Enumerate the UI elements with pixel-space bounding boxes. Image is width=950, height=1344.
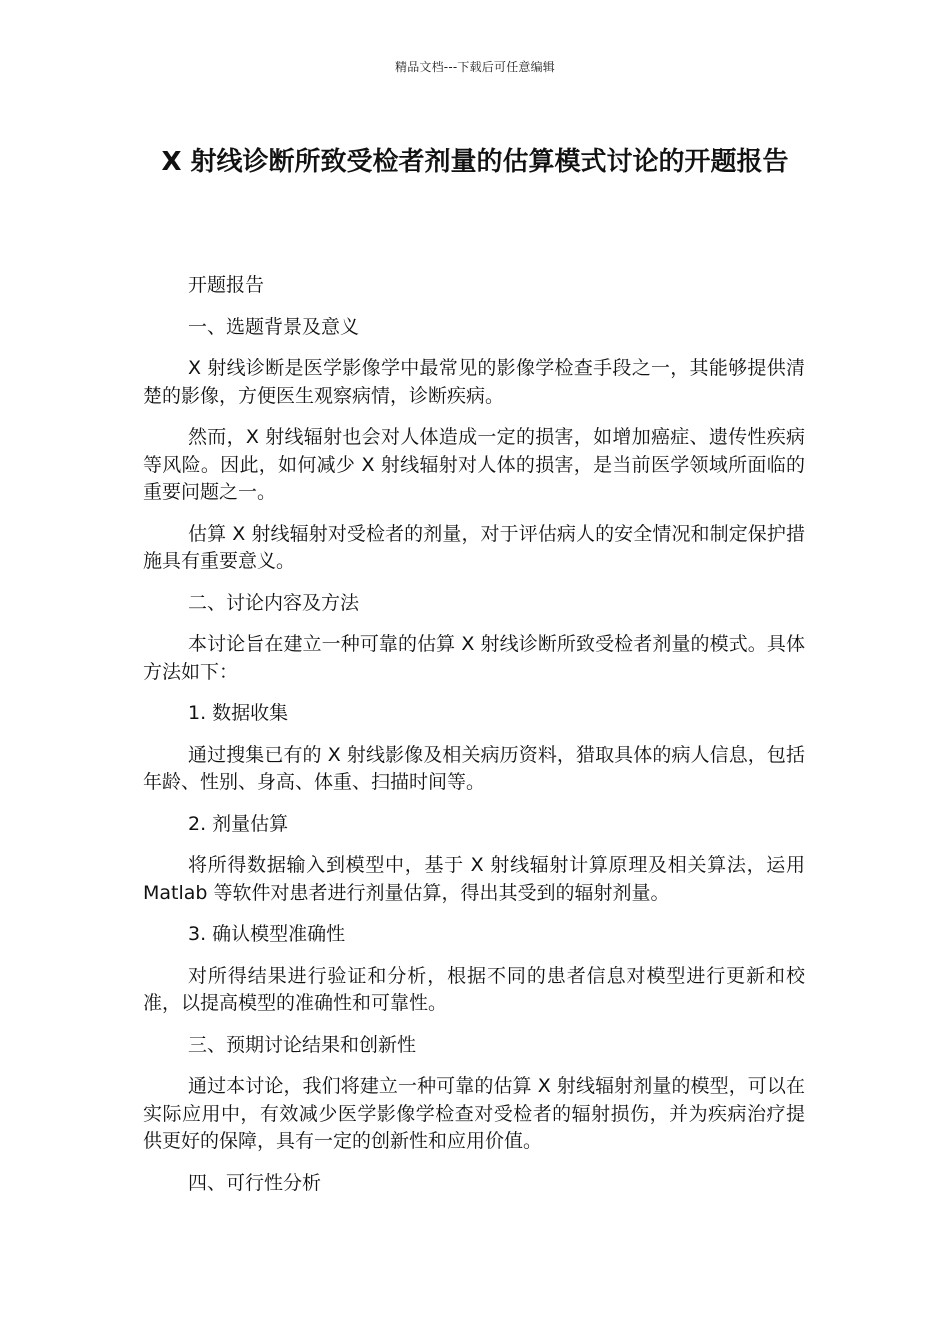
section-heading-feasibility: 四、可行性分析 <box>188 1171 322 1194</box>
paragraph: 通过本讨论，我们将建立一种可靠的估算 X 射线辐射剂量的模型，可以在实际应用中，有效减少医学影像学检查对受检者的辐射损伤，并为疾病治疗提供更好的保障，具有一定的创新性和应用价值。 <box>143 1075 805 1152</box>
section-heading-background: 一、选题背景及意义 <box>188 315 360 338</box>
document-body <box>143 272 805 1211</box>
section-heading-expected-results: 三、预期讨论结果和创新性 <box>188 1033 417 1056</box>
subheading-model-accuracy: 3. 确认模型准确性 <box>188 923 346 945</box>
paragraph-report-label: 开题报告 <box>188 274 265 296</box>
paragraph: X 射线诊断是医学影像学中最常见的影像学检查手段之一，其能够提供清楚的影像，方便医生观察病情，诊断疾病。 <box>143 357 805 407</box>
subheading-dose-estimation: 2. 剂量估算 <box>188 812 289 835</box>
paragraph: 对所得结果进行验证和分析，根据不同的患者信息对模型进行更新和校准，以提高模型的准确性和可靠性。 <box>143 964 805 1014</box>
subheading-data-collection: 1. 数据收集 <box>188 702 289 724</box>
paragraph: 将所得数据输入到模型中，基于 X 射线辐射计算原理及相关算法，运用 Matlab 等软件对患者进行剂量估算，得出其受到的辐射剂量。 <box>143 854 805 904</box>
header-note: 精品文档---下载后可任意编辑 <box>395 60 555 74</box>
paragraph: 通过搜集已有的 X 射线影像及相关病历资料，猎取具体的病人信息，包括年龄、性别、身高、体重、扫描时间等。 <box>143 743 805 793</box>
section-heading-methods: 二、讨论内容及方法 <box>188 591 360 614</box>
document-title: X 射线诊断所致受检者剂量的估算模式讨论的开题报告 <box>161 147 789 177</box>
paragraph: 估算 X 射线辐射对受检者的剂量，对于评估病人的安全情况和制定保护措施具有重要意义。 <box>143 522 805 572</box>
paragraph: 本讨论旨在建立一种可靠的估算 X 射线诊断所致受检者剂量的模式。具体方法如下： <box>143 633 805 683</box>
paragraph: 然而，X 射线辐射也会对人体造成一定的损害，如增加癌症、遗传性疾病等风险。因此，如何减少 X 射线辐射对人体的损害，是当前医学领域所面临的重要问题之一。 <box>143 426 805 503</box>
